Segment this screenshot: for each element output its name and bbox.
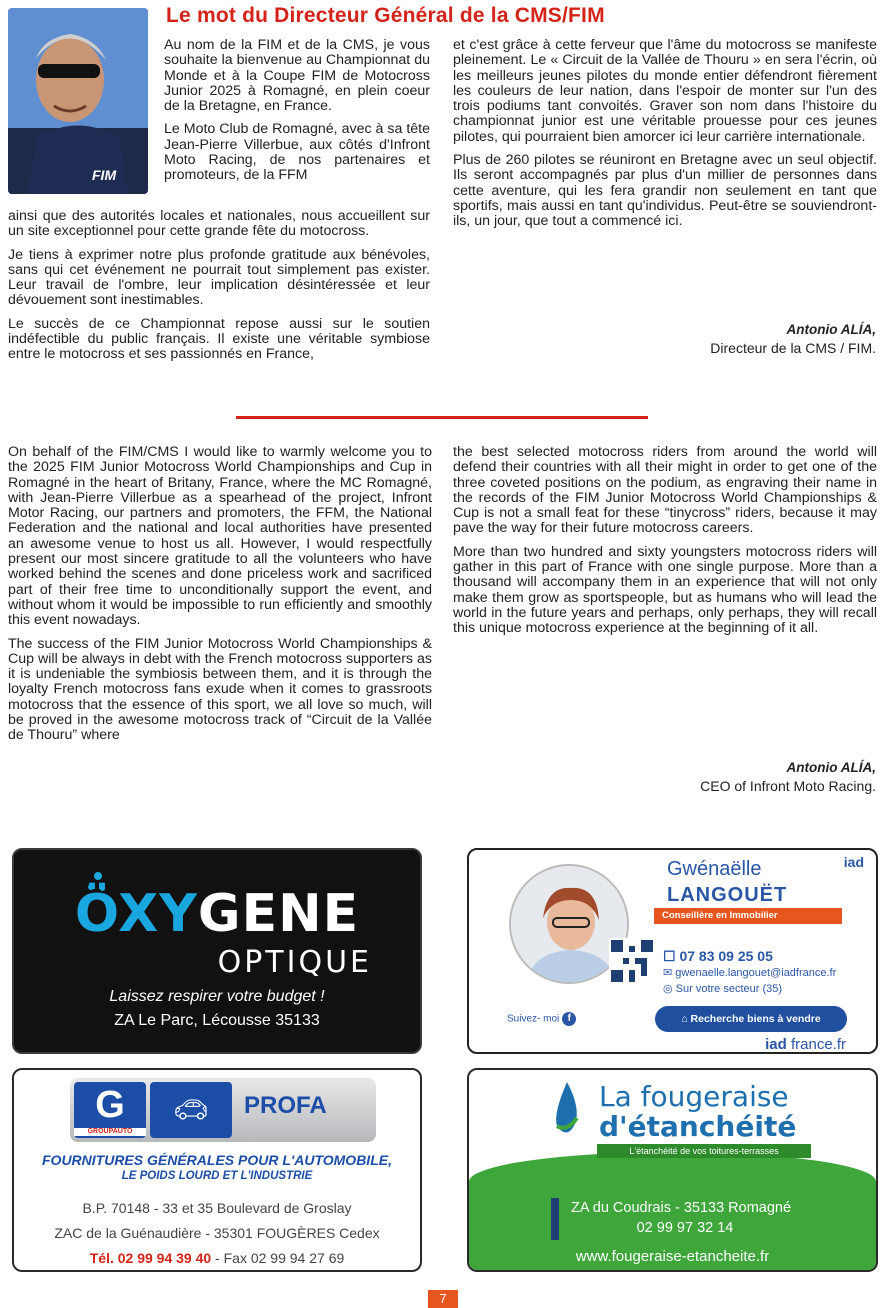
page-number: 7: [428, 1290, 458, 1308]
french-left-column: [8, 209, 430, 371]
agent-sector: [663, 982, 782, 995]
phone-icon: ☐: [663, 948, 680, 964]
english-right-column: [453, 445, 877, 645]
phone-number: 07 83 09 25 05: [679, 948, 773, 964]
paragraph: Plus de 260 pilotes se réuniront en Bretagne avec un seul objectif. Ils seront accompagnés par plus d'un millier de personnes dans cette aventure, qui les fera grandir non seulement en tant que sportifs, mais aussi en tant qu'individus. Peut-être se souviendront-ils, un jour, que tout a commencé ici.: [453, 152, 877, 230]
fougeraise-website: www.fougeraise-etancheite.fr: [575, 1248, 770, 1265]
iad-website: [765, 1036, 846, 1053]
mail-icon: ✉: [663, 967, 676, 979]
french-left-top-column: [164, 38, 430, 192]
paragraph: On behalf of the FIM/CMS I would like to warmly welcome you to the 2025 FIM Junior Motocross World Championships and Cup in Romagné in the heart of Britany, France, where the MC Romagné, with Jean-Pierre Villerbue as a spearhead of the project, Infront Motor Racing, our partners and promoters, the FFM, the National Federation and the national and local authorities have presented an awesome venue to host us all. However, I would respectfully present our most sincere gratitude to all the volunteers who have worked behind the scenes and done priceless work and sacrificed part of their free time to unconditionally support the event, and without whom it would be impossible to run efficiently and smoothly this event nowadays.: [8, 444, 432, 629]
follow-me: [507, 1012, 576, 1026]
g-letter: G: [95, 1084, 125, 1126]
agent-first-name: Gwénaëlle: [667, 858, 762, 880]
agent-email: [663, 966, 836, 979]
profa-logo: [70, 1078, 376, 1142]
english-left-column: [8, 445, 432, 752]
fougeraise-title1: La fougeraise: [599, 1080, 789, 1113]
profa-fax: - Fax 02 99 94 27 69: [211, 1250, 345, 1266]
email-address: gwenaelle.langouet@iadfrance.fr: [675, 967, 837, 979]
ad-iad-agent: [467, 848, 878, 1054]
accent-bar: [551, 1198, 559, 1240]
paragraph: Au nom de la FIM et de la CMS, je vous souhaite la bienvenue au Championnat du Monde et à la Coupe FIM de Motocross Junior 2025 à Romagné, en plein coeur de la Bretagne, en France.: [164, 37, 430, 115]
facebook-icon: f: [562, 1012, 576, 1026]
signature-role: Directeur de la CMS / FIM.: [710, 340, 876, 356]
paragraph: Le Moto Club de Romagné, avec à sa tête Jean-Pierre Villerbue, aux côtés d'Infront Moto Racing, de nos partenaires et promoteurs, de la FFM: [164, 121, 430, 184]
paragraph: More than two hundred and sixty youngsters motocross riders will gather in this part of France with one single purpose. More than a thousand will accompany them in an experience that will not only make them grow as sportspeople, but as humans who will lead the world in the future years and perhaps, only perhaps, they will recall this unique motocross experience at the beginning of it all.: [453, 543, 877, 637]
profa-contact: [14, 1250, 420, 1266]
paragraph: et c'est grâce à cette ferveur que l'âme du motocross se manifeste pleinement. Le « Circuit de la Vallée de Thouru » en sera l'écrin, où les meilleurs jeunes pilotes du monde entier défendront fièrement les couleurs de leur nation, dans l'espoir de monter sur l'un des trois podiums tant convoités. Graver son nom dans l'histoire du championnat junior est une véritable prouesse pour ces jeunes pilotes, qui pourraient bien amorcer ici leur carrière internationale.: [453, 37, 877, 145]
iad-logo-text: iad: [843, 854, 864, 870]
site-domain: france.fr: [790, 1036, 846, 1053]
logo-part-gene: GENE: [197, 884, 360, 944]
french-title: Le mot du Directeur Général de la CMS/FIM: [166, 4, 605, 27]
french-signature: [710, 321, 876, 357]
paragraph: the best selected motocross riders from around the world will defend their countries with all their might in order to get one of the three coveted positions on the podium, as engraving their name in the records of the FIM Junior Motocross World Championships & Cup is not a small feat for these “tinycross” riders, because it may pave the way for their future motocross careers.: [453, 444, 877, 537]
sector-text: Sur votre secteur (35): [675, 983, 783, 995]
signature-name: Antonio ALÍA,: [786, 760, 876, 775]
oxygene-slogan: Laissez respirer votre budget !: [109, 988, 325, 1005]
drop-icon: [553, 1080, 581, 1140]
profa-address1: B.P. 70148 - 33 et 35 Boulevard de Groslay: [82, 1200, 352, 1216]
ad-fougeraise: [467, 1068, 878, 1272]
profa-name: PROFA: [244, 1092, 327, 1119]
qr-code-icon: [609, 938, 655, 984]
paragraph: The success of the FIM Junior Motocross World Championships & Cup will be always in debt with the French motocross supporters as it is undeniable the symbiosis between them, and it is through the loyalty French motocross fans exude when it comes to grassroots motocross that the essence of this sport, we all love so much, will be proved in the awesome motocross track of “Circuit de la Vallée de Thouru” where: [8, 635, 432, 744]
site-brand: iad: [765, 1036, 787, 1053]
oxygene-subtitle: OPTIQUE: [217, 945, 372, 980]
fougeraise-address: ZA du Coudrais - 35133 Romagné: [571, 1200, 792, 1216]
search-properties-button: [655, 1006, 847, 1032]
english-signature: [700, 759, 876, 795]
profa-tel: Tél. 02 99 94 39 40: [89, 1250, 212, 1266]
fougeraise-phone: 02 99 97 32 14: [636, 1220, 734, 1236]
ad-oxygene-optique: [12, 848, 422, 1054]
agent-role: Conseillère en Immobilier: [654, 908, 842, 924]
fim-badge: FIM: [92, 167, 117, 183]
paragraph: Je tiens à exprimer notre plus profonde gratitude aux bénévoles, sans qui cet événement ne pourrait tout simplement pas exister. Leur travail de l'ombre, leur implication désintéressée et leur dévouement sont inestimables.: [8, 246, 430, 309]
signature-name: Antonio ALÍA,: [786, 322, 876, 337]
profa-line2: LE POIDS LOURD ET L'INDUSTRIE: [121, 1170, 313, 1182]
agent-last-name: LANGOUËT: [667, 884, 788, 906]
profa-line1: FOURNITURES GÉNÉRALES POUR L'AUTOMOBILE,: [42, 1152, 392, 1168]
ad-profa: [12, 1068, 422, 1272]
g-sub: GROUPAUTO: [74, 1128, 146, 1136]
portrait-image: [8, 8, 148, 194]
follow-label: Suivez- moi: [507, 1013, 560, 1025]
groupauto-logo: [74, 1082, 146, 1138]
fougeraise-tagline: L'étanchéité de vos toitures-terrasses: [597, 1144, 811, 1158]
paragraph: ainsi que des autorités locales et nationales, nous accueillent sur un site exceptionnel pour cette grande fête du motocross.: [8, 208, 430, 240]
button-label: Recherche biens à vendre: [690, 1013, 821, 1025]
home-icon: ⌂: [681, 1013, 691, 1025]
oxygene-logo: [14, 884, 420, 944]
location-pin-icon: ◎: [663, 983, 676, 995]
profa-address2: ZAC de la Guénaudière - 35301 FOUGÈRES Cedex: [54, 1225, 380, 1241]
paragraph: Le succès de ce Championnat repose aussi sur le soutien indéfectible du public français. Il existe une véritable symbiose entre le motocross et ses passionnés en France,: [8, 315, 430, 363]
oxygene-address: ZA Le Parc, Lécousse 35133: [114, 1012, 320, 1029]
director-photo: [8, 8, 148, 194]
logo-part-oxy: ÖXY: [74, 884, 198, 944]
iad-logo: [844, 854, 864, 870]
fougeraise-title2: d'étanchéité: [599, 1110, 797, 1143]
french-right-column: [453, 38, 877, 238]
car-icon: 🚗︎: [150, 1082, 232, 1138]
agent-phone: [663, 948, 773, 965]
section-divider: [236, 416, 648, 419]
signature-role: CEO of Infront Moto Racing.: [700, 778, 876, 794]
